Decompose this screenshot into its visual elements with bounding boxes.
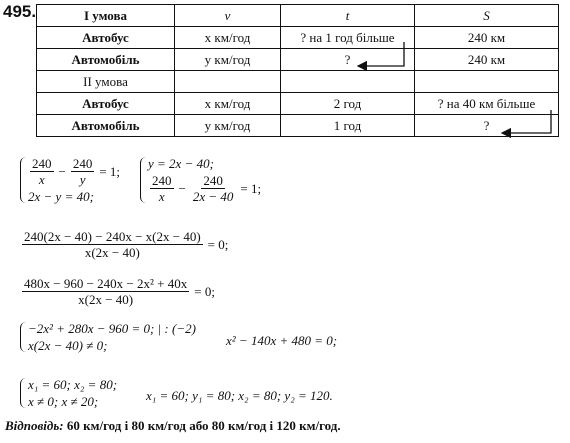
table-cell: Автомобіль	[37, 115, 175, 137]
table-cell: y км/год	[175, 115, 281, 137]
table-cell: ? на 1 год більше	[281, 27, 415, 49]
table-cell: ?	[281, 49, 415, 71]
quadratic-equation: x² − 140x + 480 = 0;	[226, 333, 338, 348]
fraction-denominator: 2x − 40	[192, 189, 234, 204]
equation-line: −2x² + 280x − 960 = 0; | : (−2)	[28, 321, 196, 336]
equation-line: y = 2x − 40;	[148, 156, 214, 171]
equation-2	[20, 277, 215, 306]
system-2	[140, 157, 261, 203]
fraction-denominator: x	[38, 172, 45, 187]
equation-rhs: = 0;	[194, 284, 215, 299]
table-row	[37, 115, 559, 137]
header-speed: v	[175, 5, 281, 27]
table-cell	[415, 71, 559, 93]
minus-sign: −	[58, 164, 66, 179]
header-time: t	[281, 5, 415, 27]
header-distance: S	[415, 5, 559, 27]
fraction-numerator: 240	[152, 173, 172, 188]
equation-line: x₁ = 60; x₂ = 80;	[28, 377, 118, 392]
fraction-denominator: x(2x − 40)	[78, 292, 134, 307]
answer-text: 60 км/год і 80 км/год або 80 км/год і 120 км/год.	[66, 418, 341, 433]
table-cell: Автомобіль	[37, 49, 175, 71]
fraction-denominator: x(2x − 40)	[84, 245, 140, 260]
table-row	[37, 93, 559, 115]
table-row	[37, 27, 559, 49]
table-row	[37, 49, 559, 71]
fraction-numerator: 240	[203, 173, 223, 188]
equation-line: 2x − y = 40;	[28, 189, 94, 204]
system-1	[20, 157, 120, 203]
fraction-denominator: y	[79, 172, 86, 187]
table-cell: x км/год	[175, 27, 281, 49]
table-cell: ? на 40 км більше	[415, 93, 559, 115]
equation-rhs: = 1;	[99, 164, 121, 179]
table-row	[37, 71, 559, 93]
equation-rhs: = 0;	[207, 237, 229, 252]
header-condition: I умова	[37, 5, 175, 27]
fraction-numerator: 480x − 960 − 240x − 2x² + 40x	[24, 276, 188, 291]
answer	[5, 418, 341, 434]
table-cell: Автобус	[37, 27, 175, 49]
table-cell: 240 км	[415, 27, 559, 49]
minus-sign: −	[178, 181, 186, 196]
system-3	[20, 322, 196, 352]
table-cell: y км/год	[175, 49, 281, 71]
data-table	[36, 4, 559, 137]
equation-rhs: = 1;	[240, 181, 262, 196]
table-cell: x км/год	[175, 93, 281, 115]
table-cell	[175, 71, 281, 93]
fraction-numerator: 240(2x − 40) − 240x − x(2x − 40)	[24, 229, 201, 244]
table-cell: 1 год	[281, 115, 415, 137]
table-cell: II умова	[37, 71, 175, 93]
fraction-numerator: 240	[32, 156, 52, 171]
table-cell: 2 год	[281, 93, 415, 115]
table-cell: ?	[415, 115, 559, 137]
equation-1	[20, 230, 228, 259]
equation-line: x(2x − 40) ≠ 0;	[28, 338, 108, 353]
equation-line: x ≠ 0; x ≠ 20;	[28, 394, 99, 409]
table-header-row	[37, 5, 559, 27]
table-cell: 240 км	[415, 49, 559, 71]
fraction-denominator: x	[158, 189, 165, 204]
answer-label: Відповідь:	[5, 418, 64, 433]
table-cell	[281, 71, 415, 93]
system-4	[20, 378, 117, 408]
table-cell: Автобус	[37, 93, 175, 115]
solution-values: x₁ = 60; y₁ = 80; x₂ = 80; y₂ = 120.	[146, 388, 333, 403]
fraction-numerator: 240	[72, 156, 93, 171]
problem-number: 495.	[3, 2, 37, 21]
